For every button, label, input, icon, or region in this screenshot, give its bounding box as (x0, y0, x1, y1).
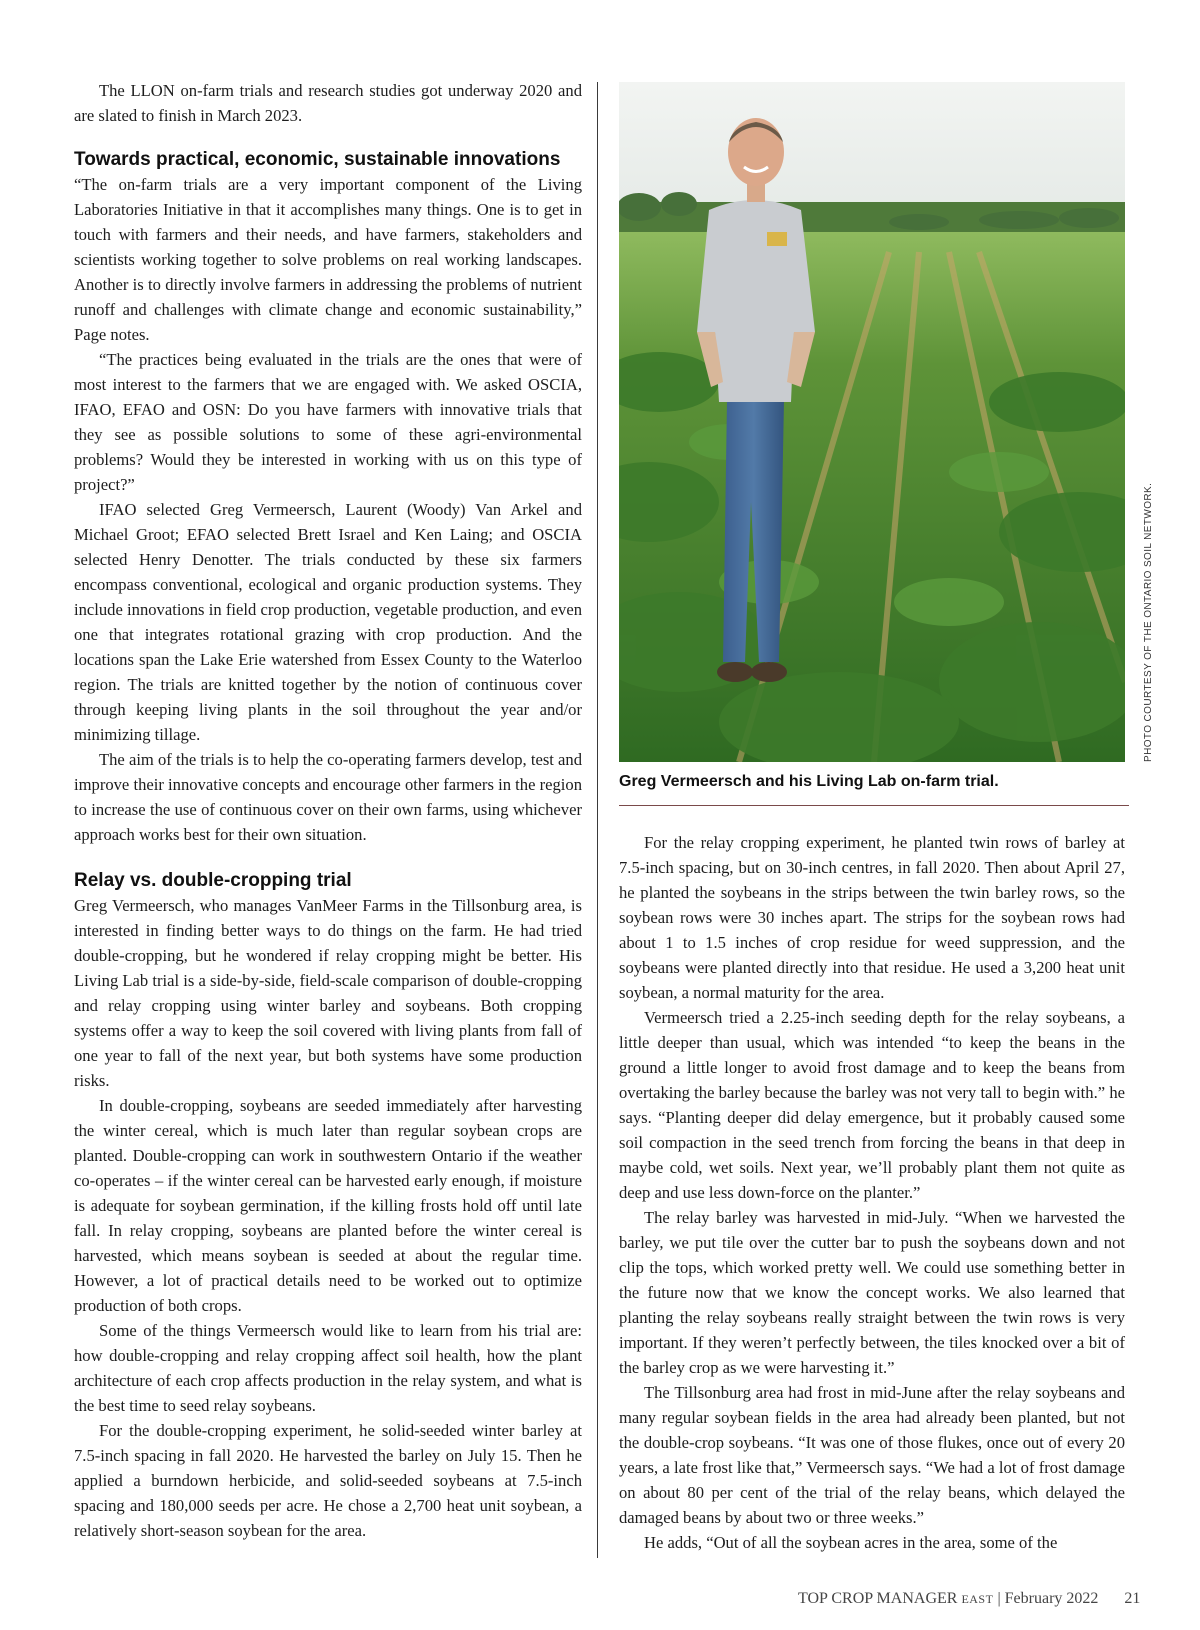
body-paragraph: “The on-farm trials are a very important component of the Living Laboratories Initiative in that it accomplishes many things. One is to get in touch with farmers and their needs, and have farmers, stakeholders and scientists working together to solve problems on real working landscapes. Another is to directly involve farmers in addressing the problems of nutrient runoff and challenges with climate change and economic sustainability,” Page notes. (74, 175, 582, 344)
section-heading: Relay vs. double-cropping trial (74, 870, 352, 891)
body-paragraph: In double-cropping, soybeans are seeded immediately after harvesting the winter cereal, which is much later than regular soybean crops are planted. Double-cropping can work in southwestern Ontario if the weather co-operates – if the winter cereal can be harvested early enough, if moisture is adequate for soybean germination, if the killing frosts hold off until late fall. In relay cropping, soybeans are planted before the winter cereal is harvested, which means soybean is seeded at about the regular time. However, a lot of practical details need to be worked out to optimize production of both crops. (74, 1096, 582, 1315)
page-number: 21 (1124, 1590, 1141, 1607)
footer-separator: | (997, 1590, 1001, 1607)
body-paragraph: For the relay cropping experiment, he planted twin rows of barley at 7.5-inch spacing, but on 30-inch centres, in fall 2020. Then about April 27, he planted the soybeans in the strips between the twin barley rows, so the soybean rows were 30 inches apart. The strips for the soybean rows had about 1 to 1.5 inches of crop residue for weed suppression, and the soybeans were planted directly into that residue. He used a 3,200 heat unit soybean, a normal maturity for the area. (619, 833, 1125, 1002)
body-paragraph: The Tillsonburg area had frost in mid-June after the relay soybeans and many regular soybean fields in the area had already been planted, but not the double-crop soybeans. “It was one of those flukes, once out of every 20 years, a late frost like that,” Vermeersch says. “We had a lot of frost damage on about 80 per cent of the trial of the relay beans, which delayed the damaged beans by about two or three weeks.” (619, 1383, 1125, 1527)
body-paragraph: Vermeersch tried a 2.25-inch seeding depth for the relay soybeans, a little deeper than usual, which was intended “to keep the beans in the ground a little longer to avoid frost damage and to keep the beans from overtaking the barley because the barley was not very tall to begin with.” he says. “Planting deeper did delay emergence, but it probably caused some soil compaction in the seed trench from forcing the beans in that deep in maybe cold, wet soils. Next year, we’ll probably plant them not quite as deep and use less down-force on the planter.” (619, 1008, 1125, 1202)
magazine-name: TOP CROP MANAGER (798, 1590, 958, 1607)
right-column (619, 830, 1125, 1555)
body-paragraph: He adds, “Out of all the soybean acres in the area, some of the (644, 1533, 1058, 1552)
body-paragraph: The relay barley was harvested in mid-July. “When we harvested the barley, we put tile over the cutter bar to push the soybeans down and not clip the tops, which worked pretty well. We could use something better in the future now that we know the concept works. We also learned that planting the relay soybeans really straight between the twin rows is very important. If they weren’t perfectly between, the tiles knocked over a bit of the barley crop as we were harvesting it.” (619, 1208, 1125, 1377)
column-divider (597, 82, 598, 1558)
body-paragraph: The LLON on-farm trials and research studies got underway 2020 and are slated to finish in March 2023. (74, 81, 582, 125)
body-paragraph: The aim of the trials is to help the co-operating farmers develop, test and improve their innovative concepts and encourage other farmers in the region to increase the use of continuous cover on their own farms, using whichever approach works best for their own situation. (74, 750, 582, 844)
photo-credit: PHOTO COURTESY OF THE ONTARIO SOIL NETWORK. (1143, 482, 1154, 762)
body-paragraph: Some of the things Vermeersch would like to learn from his trial are: how double-cropping and relay cropping affect soil health, how the plant architecture of each crop affects production in the relay system, and what is the best time to seed relay soybeans. (74, 1321, 582, 1415)
photo-caption: Greg Vermeersch and his Living Lab on-farm trial. (619, 773, 999, 790)
page-footer (798, 1590, 1141, 1608)
body-paragraph: Greg Vermeersch, who manages VanMeer Farms in the Tillsonburg area, is interested in finding better ways to do things on the farm. He had tried double-cropping, but he wondered if relay cropping might be better. His Living Lab trial is a side-by-side, field-scale comparison of double-cropping and relay cropping using winter barley and soybeans. Both cropping systems offer a way to keep the soil covered with living plants from fall of one year to fall of the next year, but both systems have some production risks. (74, 896, 582, 1090)
body-paragraph: “The practices being evaluated in the trials are the ones that were of most interest to the farmers that we are engaged with. We asked OSCIA, IFAO, EFAO and OSN: Do you have farmers with innovative trials that they see as possible solutions to some of these agri-environmental problems? Would they be interested in working with us on this type of project?” (74, 350, 582, 494)
left-column (74, 78, 582, 1543)
body-paragraph: For the double-cropping experiment, he solid-seeded winter barley at 7.5-inch spacing in fall 2020. He harvested the barley on July 15. Then he applied a burndown herbicide, and solid-seeded soybeans at 7.5-inch spacing and 180,000 seeds per acre. He chose a 2,700 heat unit soybean, a relatively short-season soybean for the area. (74, 1421, 582, 1540)
section-heading: Towards practical, economic, sustainable innovations (74, 149, 561, 170)
caption-rule (619, 805, 1129, 806)
magazine-edition: EAST (961, 1592, 994, 1606)
farmer-photo (619, 82, 1125, 762)
body-paragraph: IFAO selected Greg Vermeersch, Laurent (Woody) Van Arkel and Michael Groot; EFAO selected Brett Israel and Ken Laing; and OSCIA selected Henry Denotter. The trials conducted by these six farmers encompass conventional, ecological and organic production systems. They include innovations in field crop production, vegetable production, and even one that integrates rotational grazing with crop production. And the locations span the Lake Erie watershed from Essex County to the Waterloo region. The trials are knitted together by the notion of continuous cover through keeping living plants in the soil throughout the year and/or minimizing tillage. (74, 500, 582, 744)
issue-date: February 2022 (1004, 1590, 1099, 1607)
